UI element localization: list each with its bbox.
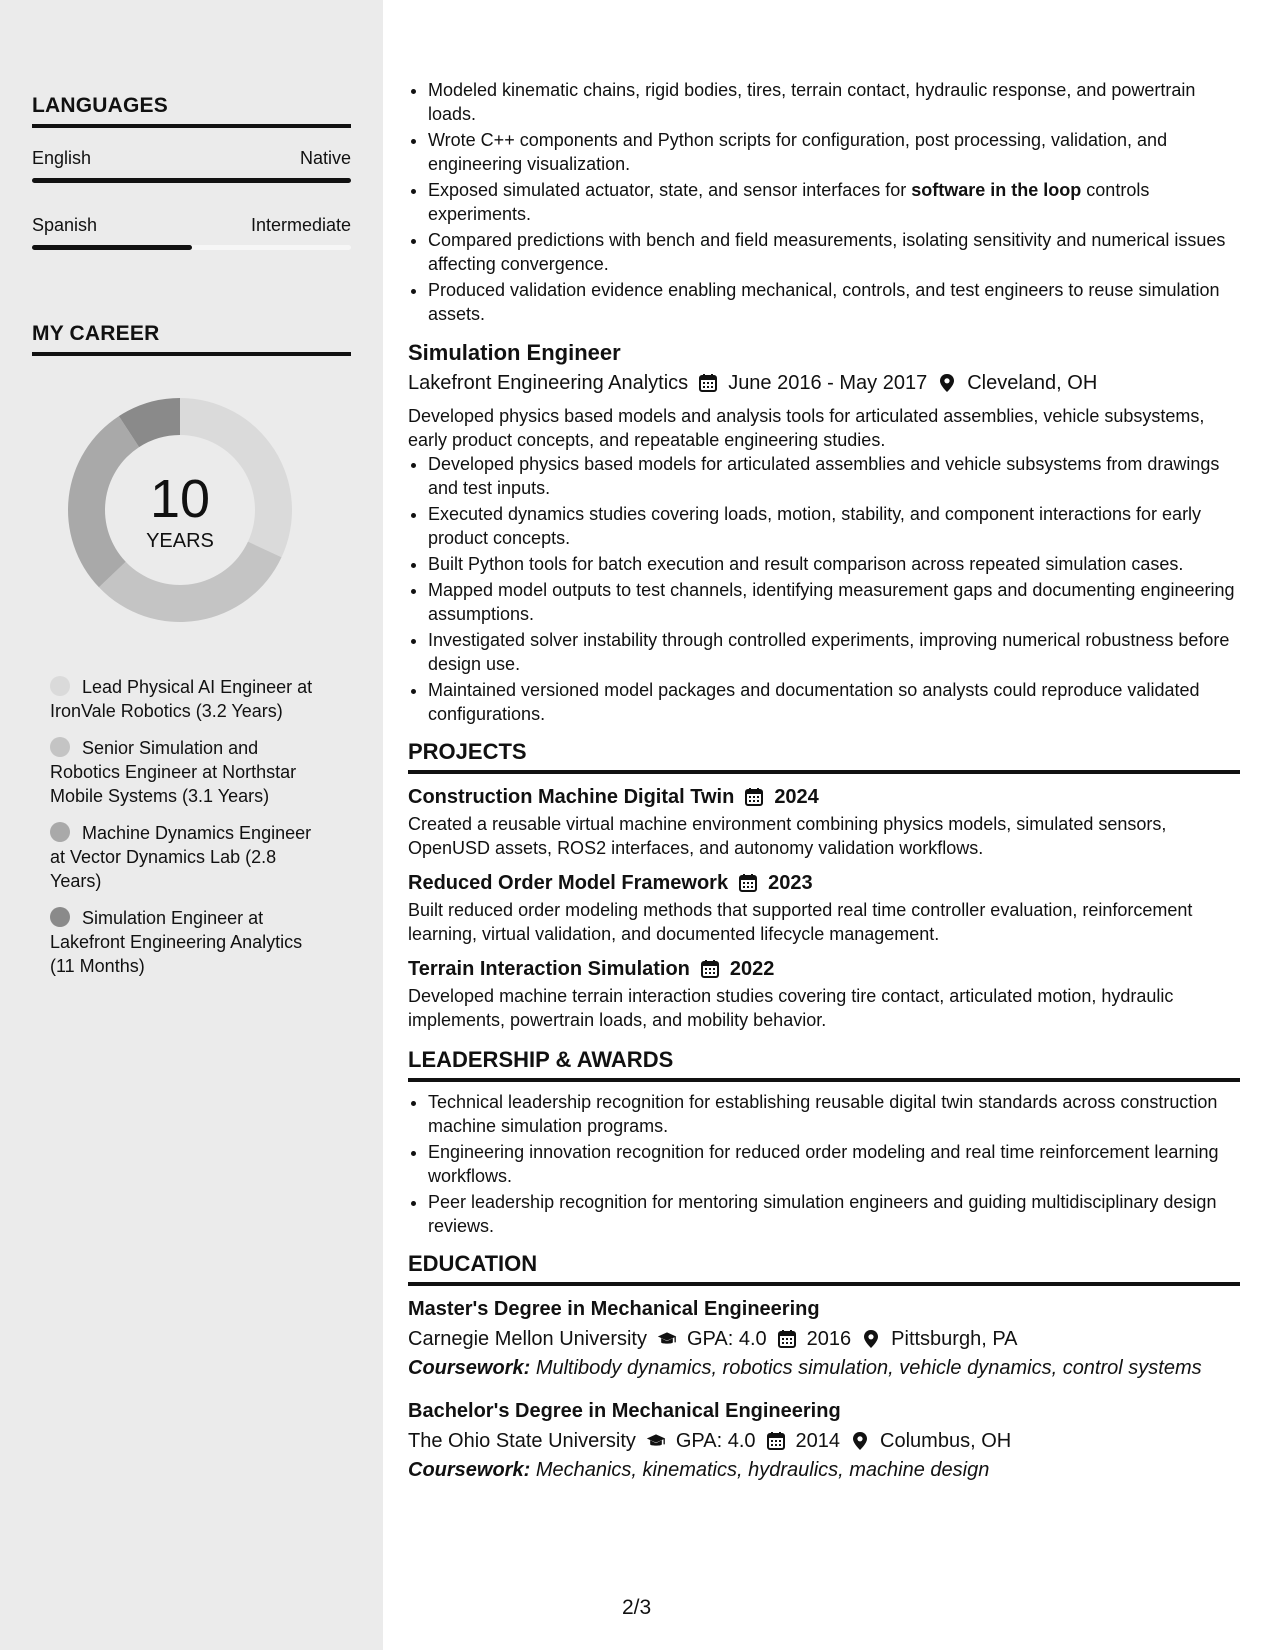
main-content [408,78,1240,1484]
career-donut-segment [68,416,139,587]
language-level: Intermediate [250,215,351,235]
project-title-row [408,868,1240,898]
legend-dot [50,676,70,696]
calendar-icon [766,1431,786,1451]
language-name: Spanish [32,215,98,235]
page-number: 2/3 [622,1596,652,1619]
job-meta [408,368,1240,398]
bullet-item: • Executed dynamics studies covering loads, motion, stability, and component interactions for early product concepts. [428,502,1240,550]
graduation-cap-icon [657,1329,677,1349]
awards-heading: LEADERSHIP & AWARDS [408,1048,1240,1082]
school-name: Carnegie Mellon University [408,1328,647,1350]
language-bar-fill [32,245,192,250]
bullet-text: Exposed simulated actuator, state, and sensor interfaces for [428,180,912,200]
bullet-item: • Investigated solver instability through controlled experiments, improving numerical robustness before design use. [428,628,1240,676]
bullet-item [428,178,1240,226]
education-list [408,1294,1240,1484]
project-year: 2024 [774,786,819,808]
calendar-icon [700,959,720,979]
award-item: • Engineering innovation recognition for reduced order modeling and real time reinforcement learning workflows. [428,1140,1240,1188]
job-summary: Developed physics based models and analysis tools for articulated assemblies, vehicle subsystems, early product concepts, and repeatable engineering studies. [408,406,1205,450]
gpa: GPA: 4.0 [686,1328,767,1350]
project-year: 2022 [729,958,775,980]
language-row [32,148,351,169]
project-entry [408,782,1240,860]
sidebar [0,0,383,1650]
career-section [32,322,351,356]
language-bar [32,245,351,250]
career-legend-label: Machine Dynamics Engineer at Vector Dynamics Lab (2.8 Years) [50,823,312,891]
projects-heading: PROJECTS [408,740,1240,774]
languages-section [32,94,351,250]
bullet-item: • Developed physics based models for articulated assemblies and vehicle subsystems from drawings and test inputs. [428,452,1240,500]
job-dates: June 2016 - May 2017 [728,372,928,394]
graduation-year: 2014 [795,1430,841,1452]
graduation-cap-icon [646,1431,666,1451]
education-entry [408,1294,1240,1382]
degree-title: Master's Degree in Mechanical Engineering [408,1298,820,1320]
school-location: Columbus, OH [880,1430,1012,1452]
legend-dot [50,822,70,842]
bullet-item: • Built Python tools for batch execution and result comparison across repeated simulation cases. [428,552,1240,576]
coursework-label: Coursework: [408,1459,531,1481]
calendar-icon [744,787,764,807]
degree-title: Bachelor's Degree in Mechanical Engineering [408,1400,841,1422]
bullet-item: • Produced validation evidence enabling mechanical, controls, and test engineers to reuse simulation assets. [428,278,1240,326]
legend-dot [50,907,70,927]
project-entry [408,954,1240,1032]
language-bar [32,178,351,183]
bullet-item: • Maintained versioned model packages and documentation so analysts could reproduce validated configurations. [428,678,1240,726]
career-legend-label: Simulation Engineer at Lakefront Engineering Analytics (11 Months) [50,908,303,976]
career-legend-item [50,675,330,723]
calendar-icon [738,873,758,893]
language-row [32,215,351,236]
career-total-number: 10 [149,469,211,529]
location-pin-icon [850,1431,870,1451]
job-entry [408,338,1240,726]
project-description: Developed machine terrain interaction studies covering tire contact, articulated motion, hydraulic implements, powertrain loads, and mobility behavior. [408,986,1174,1030]
previous-job-bullets [408,78,1240,326]
language-name: English [32,148,92,168]
project-title-row [408,782,1240,812]
location-pin-icon [861,1329,881,1349]
career-legend-item [50,821,330,893]
project-title: Reduced Order Model Framework [408,872,729,894]
bullet-bold-text: software in the loop [911,180,1082,200]
school-location: Pittsburgh, PA [891,1328,1018,1350]
project-year: 2023 [768,872,813,894]
career-legend-label: Senior Simulation and Robotics Engineer at Northstar Mobile Systems (3.1 Years) [50,738,297,806]
languages-heading: LANGUAGES [32,94,351,128]
language-level: Native [299,148,351,168]
location-pin-icon [937,373,957,393]
project-title-row [408,954,1240,984]
job-title: Simulation Engineer [408,340,621,365]
calendar-icon [777,1329,797,1349]
coursework [408,1456,1240,1484]
education-meta [408,1324,1240,1354]
career-legend-item [50,736,330,808]
job-company: Lakefront Engineering Analytics [408,372,689,394]
graduation-year: 2016 [806,1328,852,1350]
coursework-label: Coursework: [408,1357,531,1379]
bullet-item: • Mapped model outputs to test channels, identifying measurement gaps and documenting engineering assumptions. [428,578,1240,626]
career-donut-chart [62,392,298,628]
language-item [32,215,351,250]
education-heading: EDUCATION [408,1252,1240,1286]
award-item: • Technical leadership recognition for establishing reusable digital twin standards across construction machine simulation programs. [428,1090,1240,1138]
coursework-text: Multibody dynamics, robotics simulation, vehicle dynamics, control systems [535,1357,1202,1379]
career-heading: MY CAREER [32,322,351,356]
job-bullets [408,452,1240,726]
coursework-text: Mechanics, kinematics, hydraulics, machine design [535,1459,990,1481]
awards-list [408,1090,1240,1238]
job-location: Cleveland, OH [967,372,1098,394]
bullet-item: • Wrote C++ components and Python scripts for configuration, post processing, validation, and engineering visualization. [428,128,1240,176]
education-entry [408,1396,1240,1484]
career-legend-item [50,906,330,978]
coursework [408,1354,1240,1382]
career-legend-label: Lead Physical AI Engineer at IronVale Robotics (3.2 Years) [50,677,313,721]
language-bar-fill [32,178,351,183]
project-entry [408,868,1240,946]
project-title: Terrain Interaction Simulation [408,958,690,980]
career-donut-segment [99,542,282,622]
school-name: The Ohio State University [408,1430,636,1452]
project-description: Built reduced order modeling methods that supported real time controller evaluation, reinforcement learning, virtual validation, and documented lifecycle management. [408,900,1193,944]
education-meta [408,1426,1240,1456]
legend-dot [50,737,70,757]
languages-list [32,148,351,250]
language-item [32,148,351,183]
career-total-unit: YEARS [146,530,214,552]
projects-list [408,782,1240,1032]
project-title: Construction Machine Digital Twin [408,786,735,808]
project-description: Created a reusable virtual machine environment combining physics models, simulated sensors, OpenUSD assets, ROS2 interfaces, and autonomy validation workflows. [408,814,1167,858]
calendar-icon [698,373,718,393]
career-legend [50,675,330,991]
bullet-text: controls experiments. [428,180,1150,224]
bullet-item: • Compared predictions with bench and field measurements, isolating sensitivity and numerical issues affecting convergence. [428,228,1240,276]
bullet-item: • Modeled kinematic chains, rigid bodies, tires, terrain contact, hydraulic response, and powertrain loads. [428,78,1240,126]
gpa: GPA: 4.0 [675,1430,756,1452]
award-item: • Peer leadership recognition for mentoring simulation engineers and guiding multidisciplinary design reviews. [428,1190,1240,1238]
